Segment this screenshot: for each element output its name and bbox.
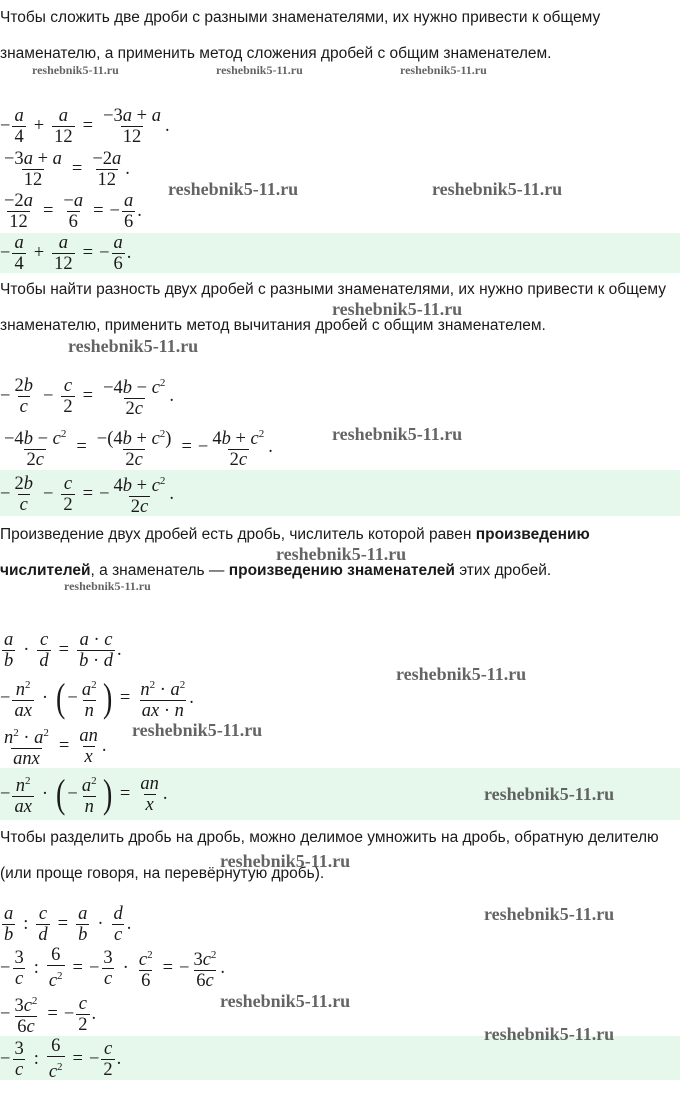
bold-numerators: произведению числителей [0,526,590,579]
watermark: reshebnik5-11.ru [400,63,487,77]
watermark: reshebnik5-11.ru [68,336,199,356]
math-line-7: − $n^2$ ax · ( − $a^2$ n ) = $\frac{n^2 \cdot a^2}{ax \cdot n}$ . [0,675,194,722]
math-line-9: a b : $\frac{c}{d}$ = $\frac{a}{b}$ · d c . [4,903,132,945]
subtraction-rule-text: Чтобы найти разность двух дробей с разными знаменателями, их нужно привести к общему знаменателю, применить метод вычитания дробей с общим знаменателем. [0,281,666,334]
watermark: reshebnik5-11.ru [220,851,351,871]
watermark: reshebnik5-11.ru [168,179,299,199]
watermark: reshebnik5-11.ru [216,63,303,77]
multiplication-text-middle: , а знаменатель — [90,562,229,579]
addition-rule-text: Чтобы сложить две дроби с разными знаменателями, их нужно привести к общему знаменателю, а применить метод сложения дробей с общим знаменателем. [0,9,601,62]
watermark: reshebnik5-11.ru [332,299,463,319]
watermark: reshebnik5-11.ru [64,579,151,593]
math-line-2: $\frac{-3a + a}{12}$ = $\frac{-2a}{12}$ . [4,148,130,190]
multiplication-text-end: этих дробей. [454,562,552,579]
bold-denominators: произведению знаменателей [228,562,455,579]
division-rule-text: Чтобы разделить дробь на дробь, можно делимое умножить на дробь, обратную делителю (или проще говоря, на перевёрнутую дробь). [0,829,659,882]
watermark: reshebnik5-11.ru [484,904,615,924]
watermark: reshebnik5-11.ru [484,1024,615,1044]
math-line-1: − a 4 + $\frac{a}{12}$ = $\frac{-3a + a}{12}$ . [0,105,170,147]
math-line-11: − $\frac{3c^2}{6c}$ = − $\frac{c}{2}$ . [0,993,97,1038]
multiplication-text-start: Произведение двух дробей есть дробь, числитель которой равен [0,526,476,543]
math-line-6: a b · $\frac{c}{d}$ = $\frac{a \cdot c}{b \cdot d}$ . [4,629,122,671]
math-result-3: − $n^2$ ax · ( − $a^2$ n ) = $\frac{an}{x}$ . [0,771,168,818]
watermark: reshebnik5-11.ru [332,424,463,444]
watermark: reshebnik5-11.ru [132,720,263,740]
watermark: reshebnik5-11.ru [276,544,407,564]
math-line-3: $\frac{-2a}{12}$ = $\frac{-a}{6}$ = − $\frac{a}{6}$ . [4,190,142,232]
math-line-5: $\frac{-4b - c^2}{2c}$ = $\frac{-(4b + c^2)}{2c}$ = − $\frac{4b + c^2}{2c}$ . [4,427,273,471]
watermark: reshebnik5-11.ru [396,664,527,684]
watermark: reshebnik5-11.ru [432,179,563,199]
math-result-2: − 2b c − $\frac{c}{2}$ = − $\frac{4b + c^2}{2c}$ . [0,473,175,518]
math-line-4: − 2b c − $\frac{c}{2}$ = $\frac{-4b - c^2}{2c}$ . [0,375,175,420]
watermark: reshebnik5-11.ru [32,63,119,77]
watermark: reshebnik5-11.ru [484,784,615,804]
math-line-8: $n^2 \cdot a^2$ anx = $\frac{an}{x}$ . [4,725,107,770]
math-result-4: − 3 c : $\frac{6}{c^2}$ = − $\frac{c}{2}$ . [0,1035,122,1083]
math-line-10: − 3 c : $\frac{6}{c^2}$ = − $\frac{3}{c}$ · $\frac{c^2}{6}$ = − $\frac{3c^2}{6c}$ . [0,944,226,992]
watermark: reshebnik5-11.ru [220,991,351,1011]
math-result-1: − a 4 + $\frac{a}{12}$ = − $\frac{a}{6}$ . [0,232,132,274]
